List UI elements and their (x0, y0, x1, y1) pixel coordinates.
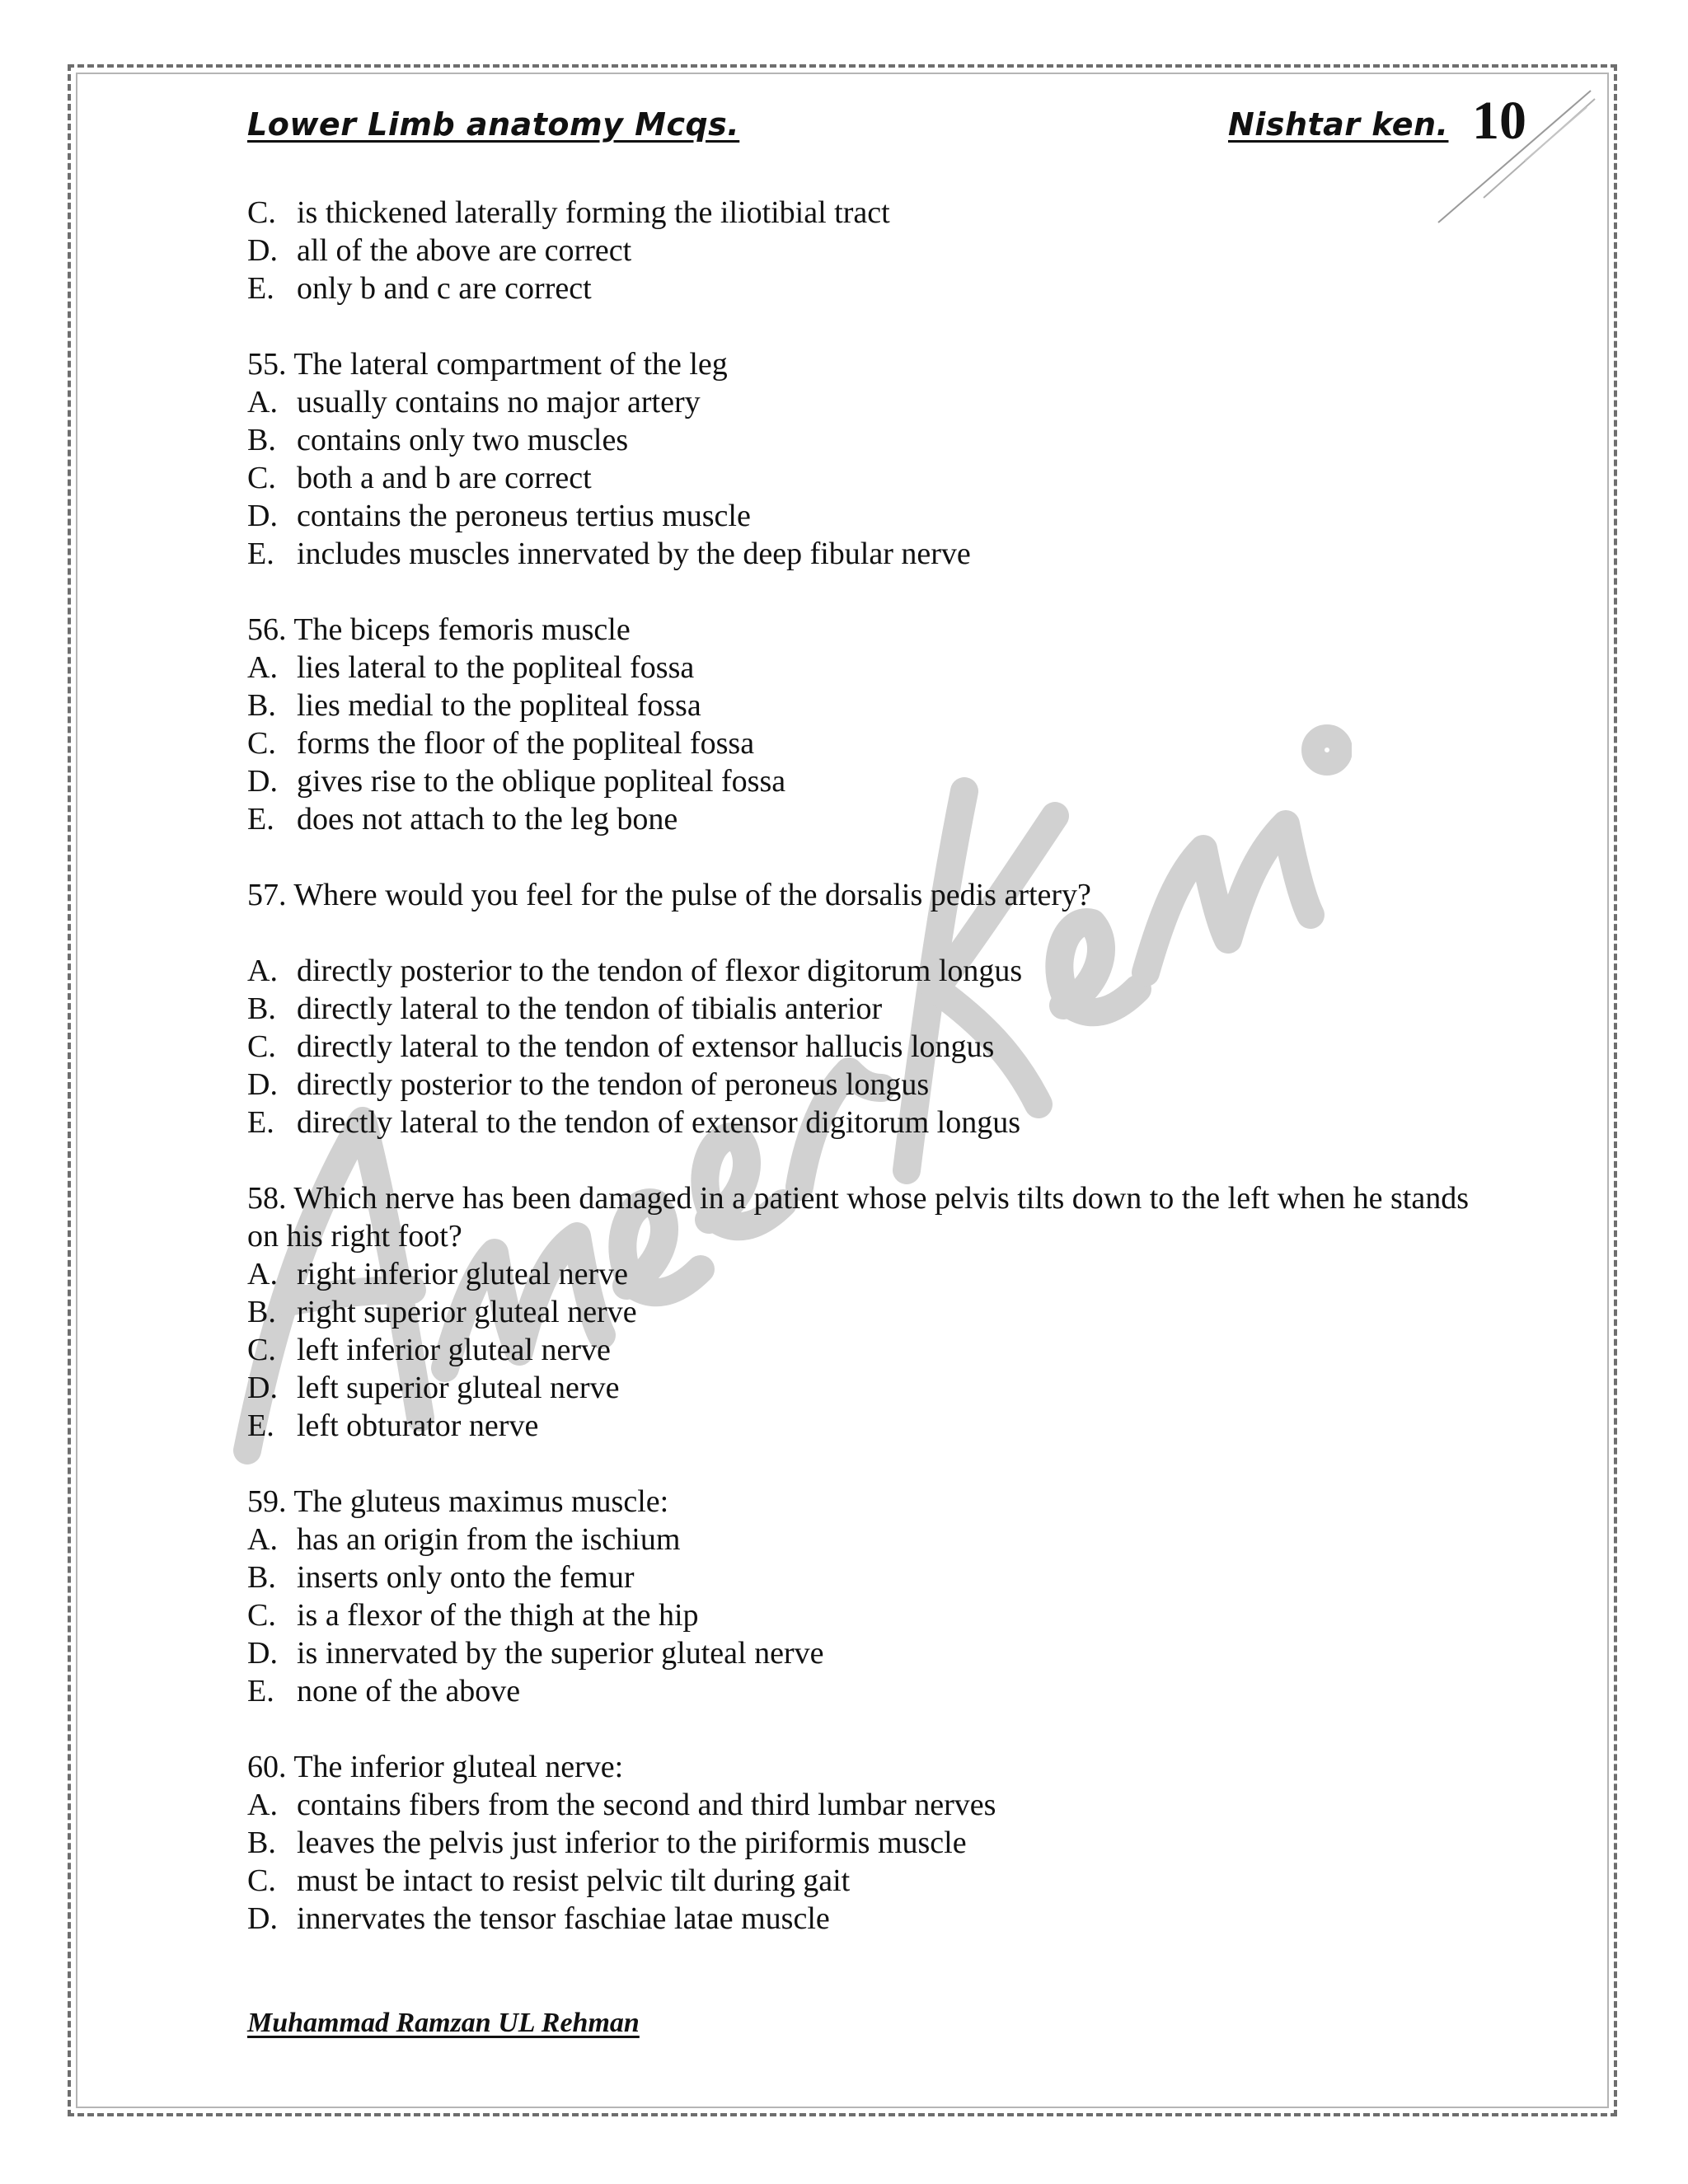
option-row (247, 497, 1484, 535)
option-letter: B. (247, 991, 276, 1026)
option-text: both a and b are correct (297, 461, 592, 495)
option-letter: E. (247, 802, 274, 837)
option-letter: A. (247, 1257, 278, 1291)
option-letter: A. (247, 1788, 278, 1822)
option-text: lies lateral to the popliteal fossa (297, 650, 695, 685)
option-row (247, 1028, 1484, 1066)
option-row (247, 724, 1484, 762)
option-text: only b and c are correct (297, 271, 592, 306)
question-58 (247, 1179, 1484, 1445)
option-text: is thickened laterally forming the iliotibial tract (297, 195, 890, 230)
option-row (247, 383, 1484, 421)
option-letter: E. (247, 1674, 274, 1708)
question-54-continuation (247, 194, 1484, 307)
option-letter: C. (247, 1598, 276, 1633)
option-letter: D. (247, 499, 278, 533)
question-stem: 59. The gluteus maximus muscle: (247, 1484, 669, 1519)
option-letter: A. (247, 385, 278, 419)
option-row (247, 1862, 1484, 1900)
option-text: has an origin from the ischium (297, 1522, 681, 1557)
option-text: contains the peroneus tertius muscle (297, 499, 751, 533)
option-text: left superior gluteal nerve (297, 1371, 620, 1405)
option-text: usually contains no major artery (297, 385, 701, 419)
option-row (247, 1824, 1484, 1862)
option-row (247, 194, 1484, 232)
option-text: inserts only onto the femur (297, 1560, 635, 1595)
option-text: includes muscles innervated by the deep fibular nerve (297, 537, 971, 571)
option-letter: E. (247, 537, 274, 571)
mcq-content (247, 194, 1484, 1975)
option-row (247, 800, 1484, 838)
option-text: right superior gluteal nerve (297, 1295, 637, 1329)
question-57 (247, 876, 1484, 1141)
option-row (247, 952, 1484, 990)
option-row (247, 1672, 1484, 1710)
option-letter: D. (247, 233, 278, 268)
option-row (247, 1596, 1484, 1634)
option-text: left obturator nerve (297, 1408, 539, 1443)
option-row (247, 687, 1484, 724)
option-row (247, 1066, 1484, 1104)
question-stem: 57. Where would you feel for the pulse of the dorsalis pedis artery? (247, 878, 1091, 912)
question-stem: 56. The biceps femoris muscle (247, 612, 631, 647)
option-text: must be intact to resist pelvic tilt during gait (297, 1863, 851, 1898)
option-row (247, 1521, 1484, 1558)
option-row (247, 1331, 1484, 1369)
question-55 (247, 345, 1484, 573)
question-stem: 58. Which nerve has been damaged in a patient whose pelvis tilts down to the left when he stands on his right foot? (247, 1181, 1469, 1254)
option-row (247, 1255, 1484, 1293)
option-letter: D. (247, 1371, 278, 1405)
option-letter: C. (247, 1333, 276, 1367)
option-letter: C. (247, 726, 276, 761)
option-letter: B. (247, 1825, 276, 1860)
option-row (247, 1293, 1484, 1331)
option-text: directly lateral to the tendon of extensor hallucis longus (297, 1029, 995, 1064)
option-letter: B. (247, 1295, 276, 1329)
option-letter: E. (247, 271, 274, 306)
option-row (247, 762, 1484, 800)
option-letter: B. (247, 1560, 276, 1595)
option-letter: D. (247, 764, 278, 799)
option-letter: A. (247, 954, 278, 988)
option-text: directly posterior to the tendon of peroneus longus (297, 1067, 930, 1102)
option-letter: B. (247, 688, 276, 723)
option-row (247, 1900, 1484, 1938)
author-footer: Muhammad Ramzan UL Rehman (247, 2008, 640, 2038)
option-letter: D. (247, 1901, 278, 1936)
option-text: lies medial to the popliteal fossa (297, 688, 701, 723)
option-letter: E. (247, 1408, 274, 1443)
option-letter: E. (247, 1105, 274, 1140)
option-letter: A. (247, 650, 278, 685)
option-letter: C. (247, 461, 276, 495)
question-56 (247, 611, 1484, 838)
option-row (247, 1558, 1484, 1596)
option-text: is innervated by the superior gluteal nerve (297, 1636, 824, 1671)
option-text: directly lateral to the tendon of tibialis anterior (297, 991, 883, 1026)
option-text: leaves the pelvis just inferior to the piriformis muscle (297, 1825, 967, 1860)
option-text: directly lateral to the tendon of extensor digitorum longus (297, 1105, 1021, 1140)
option-text: right inferior gluteal nerve (297, 1257, 629, 1291)
option-letter: C. (247, 1863, 276, 1898)
option-text: innervates the tensor faschiae latae muscle (297, 1901, 830, 1936)
option-letter: C. (247, 195, 276, 230)
option-text: none of the above (297, 1674, 521, 1708)
option-text: contains fibers from the second and third lumbar nerves (297, 1788, 996, 1822)
option-letter: D. (247, 1067, 278, 1102)
option-text: does not attach to the leg bone (297, 802, 678, 837)
option-row (247, 421, 1484, 459)
option-text: gives rise to the oblique popliteal fossa (297, 764, 786, 799)
option-row (247, 990, 1484, 1028)
option-row (247, 1786, 1484, 1824)
option-row (247, 1407, 1484, 1445)
option-row (247, 535, 1484, 573)
option-text: all of the above are correct (297, 233, 632, 268)
option-row (247, 1369, 1484, 1407)
question-stem: 60. The inferior gluteal nerve: (247, 1750, 624, 1784)
option-letter: A. (247, 1522, 278, 1557)
option-letter: C. (247, 1029, 276, 1064)
page-number: 10 (1472, 91, 1526, 151)
option-letter: D. (247, 1636, 278, 1671)
option-row (247, 459, 1484, 497)
option-text: directly posterior to the tendon of flexor digitorum longus (297, 954, 1023, 988)
document-title: Lower Limb anatomy Mcqs. (247, 106, 740, 143)
option-text: forms the floor of the popliteal fossa (297, 726, 755, 761)
option-row (247, 1104, 1484, 1141)
option-row (247, 1634, 1484, 1672)
option-row (247, 232, 1484, 269)
question-60 (247, 1748, 1484, 1938)
option-text: left inferior gluteal nerve (297, 1333, 611, 1367)
source-label: Nishtar ken. (1228, 106, 1449, 143)
option-row (247, 269, 1484, 307)
question-stem: 55. The lateral compartment of the leg (247, 347, 728, 382)
option-row (247, 649, 1484, 687)
page-header (247, 91, 1541, 169)
option-text: contains only two muscles (297, 423, 629, 457)
option-text: is a flexor of the thigh at the hip (297, 1598, 699, 1633)
question-59 (247, 1483, 1484, 1710)
option-letter: B. (247, 423, 276, 457)
